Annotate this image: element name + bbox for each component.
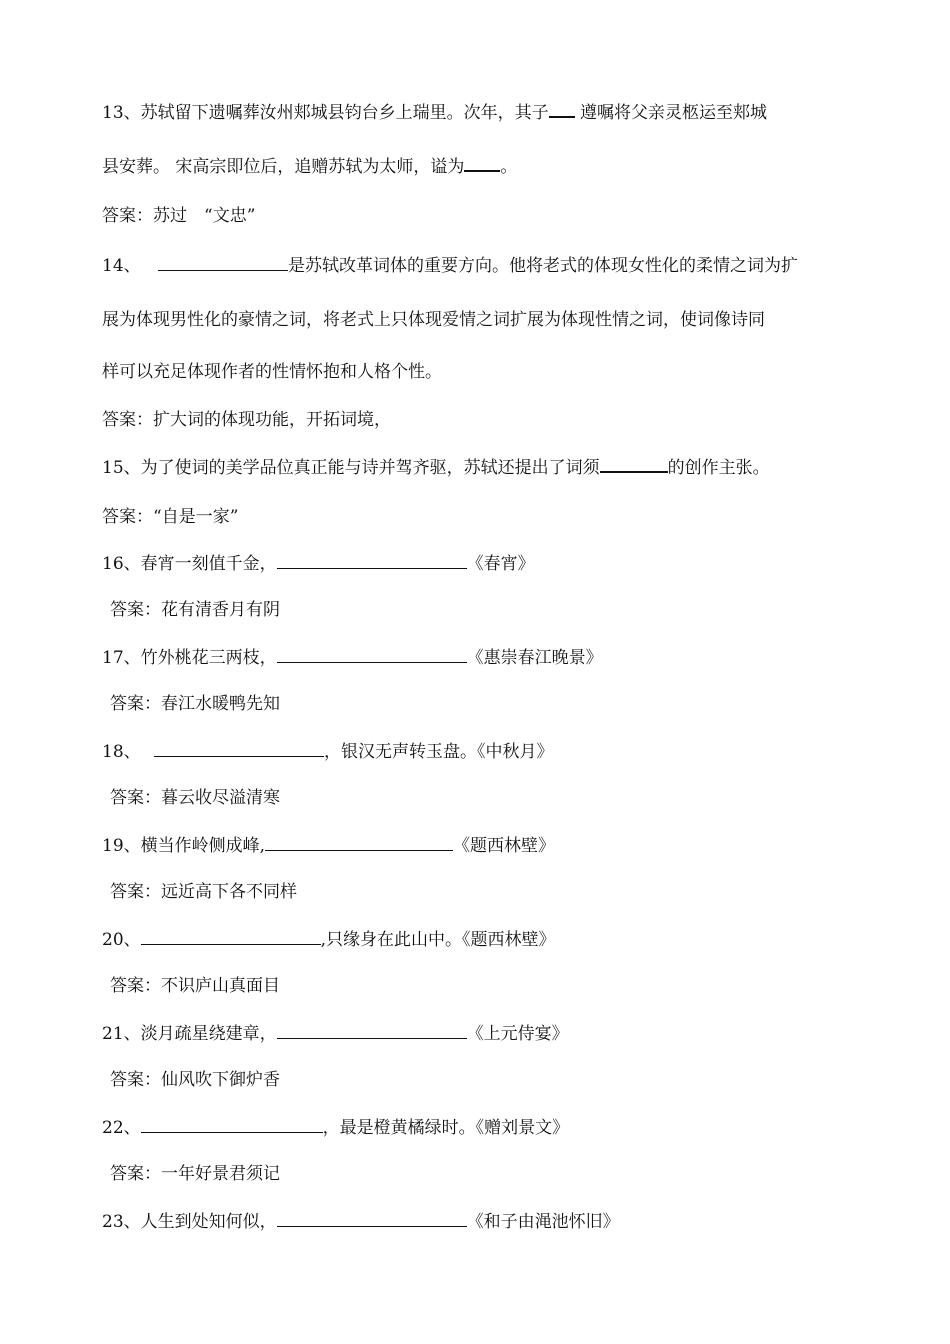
question-23 bbox=[102, 1210, 620, 1234]
answer-blank bbox=[464, 154, 500, 172]
question-21 bbox=[102, 1022, 569, 1046]
answer-blank bbox=[141, 1116, 323, 1133]
text: 16、春宵一刻值千金， bbox=[102, 554, 277, 574]
question-18 bbox=[102, 740, 554, 764]
answer-blank bbox=[277, 1210, 467, 1227]
text: 17、竹外桃花三两枝， bbox=[102, 648, 277, 668]
text: 《题西林壁》 bbox=[453, 836, 556, 856]
answer-blank bbox=[265, 834, 453, 851]
answer-blank bbox=[277, 1022, 467, 1039]
answer-17: 答案：春江水暖鸭先知 bbox=[110, 694, 280, 714]
text: 18、 bbox=[102, 742, 147, 762]
text: 19、横当作岭侧成峰, bbox=[102, 836, 266, 856]
text: 《和子由渑池怀旧》 bbox=[466, 1212, 620, 1232]
question-17 bbox=[102, 646, 603, 670]
answer-blank bbox=[277, 552, 467, 569]
answer-14: 答案：扩大词的体现功能，开拓词境， bbox=[102, 410, 391, 430]
question-22 bbox=[102, 1116, 569, 1140]
answer-blank bbox=[158, 254, 288, 271]
text: 县安葬。 宋高宗即位后，追赠苏轼为太师，谥为 bbox=[102, 157, 465, 177]
answer-16: 答案：花有清香月有阴 bbox=[110, 600, 280, 620]
text: 是苏轼改革词体的重要方向。他将老式的体现女性化的柔情之词为扩 bbox=[288, 256, 799, 276]
text: 。 bbox=[500, 157, 518, 177]
text: 《上元侍宴》 bbox=[466, 1024, 569, 1044]
question-14-line-3: 样可以充足体现作者的性情怀抱和人格个性。 bbox=[102, 362, 442, 382]
answer-blank bbox=[141, 928, 321, 945]
text: 20、 bbox=[102, 930, 141, 950]
text: 23、人生到处知何似， bbox=[102, 1212, 277, 1232]
answer-20: 答案：不识庐山真面目 bbox=[110, 976, 280, 996]
text: 15、为了使词的美学品位真正能与诗并驾齐驱，苏轼还提出了词须 bbox=[102, 458, 600, 478]
answer-18: 答案：暮云收尽溢清寒 bbox=[110, 788, 280, 808]
answer-22: 答案：一年好景君须记 bbox=[110, 1164, 280, 1184]
answer-13: 答案：苏过 “文忠” bbox=[102, 206, 256, 226]
answer-blank bbox=[277, 646, 467, 663]
answer-blank bbox=[600, 455, 668, 473]
question-20 bbox=[102, 928, 556, 952]
text: ，最是橙黄橘绿时。《赠刘景文》 bbox=[322, 1118, 570, 1138]
question-16 bbox=[102, 552, 535, 576]
answer-19: 答案：远近高下各不同样 bbox=[110, 882, 297, 902]
text: ，银汉无声转玉盘。《中秋月》 bbox=[324, 742, 554, 762]
text: 遵嘱将父亲灵柩运至郏城 bbox=[574, 103, 768, 123]
text: 《春宵》 bbox=[466, 554, 535, 574]
text: 21、淡月疏星绕建章， bbox=[102, 1024, 277, 1044]
answer-15: 答案：“自是一家” bbox=[102, 507, 239, 527]
answer-21: 答案：仙风吹下御炉香 bbox=[110, 1070, 280, 1090]
text: ,只缘身在此山中。《题西林壁》 bbox=[320, 930, 556, 950]
text: 的创作主张。 bbox=[667, 458, 770, 478]
text: 13、苏轼留下遗嘱葬汝州郏城县钧台乡上瑞里。次年，其子 bbox=[102, 103, 549, 123]
answer-blank bbox=[154, 740, 324, 757]
text: 22、 bbox=[102, 1118, 141, 1138]
answer-blank bbox=[549, 100, 575, 118]
question-19 bbox=[102, 834, 555, 858]
text: 14、 bbox=[102, 256, 147, 276]
question-14-line-2: 展为体现男性化的豪情之词，将老式上只体现爱情之词扩展为体现性情之词，使词像诗同 bbox=[102, 310, 765, 330]
question-13-line-2 bbox=[102, 154, 517, 179]
question-14-line-1 bbox=[102, 254, 798, 278]
question-13-line-1 bbox=[102, 100, 767, 125]
question-15 bbox=[102, 455, 770, 480]
text: 《惠崇春江晚景》 bbox=[466, 648, 603, 668]
